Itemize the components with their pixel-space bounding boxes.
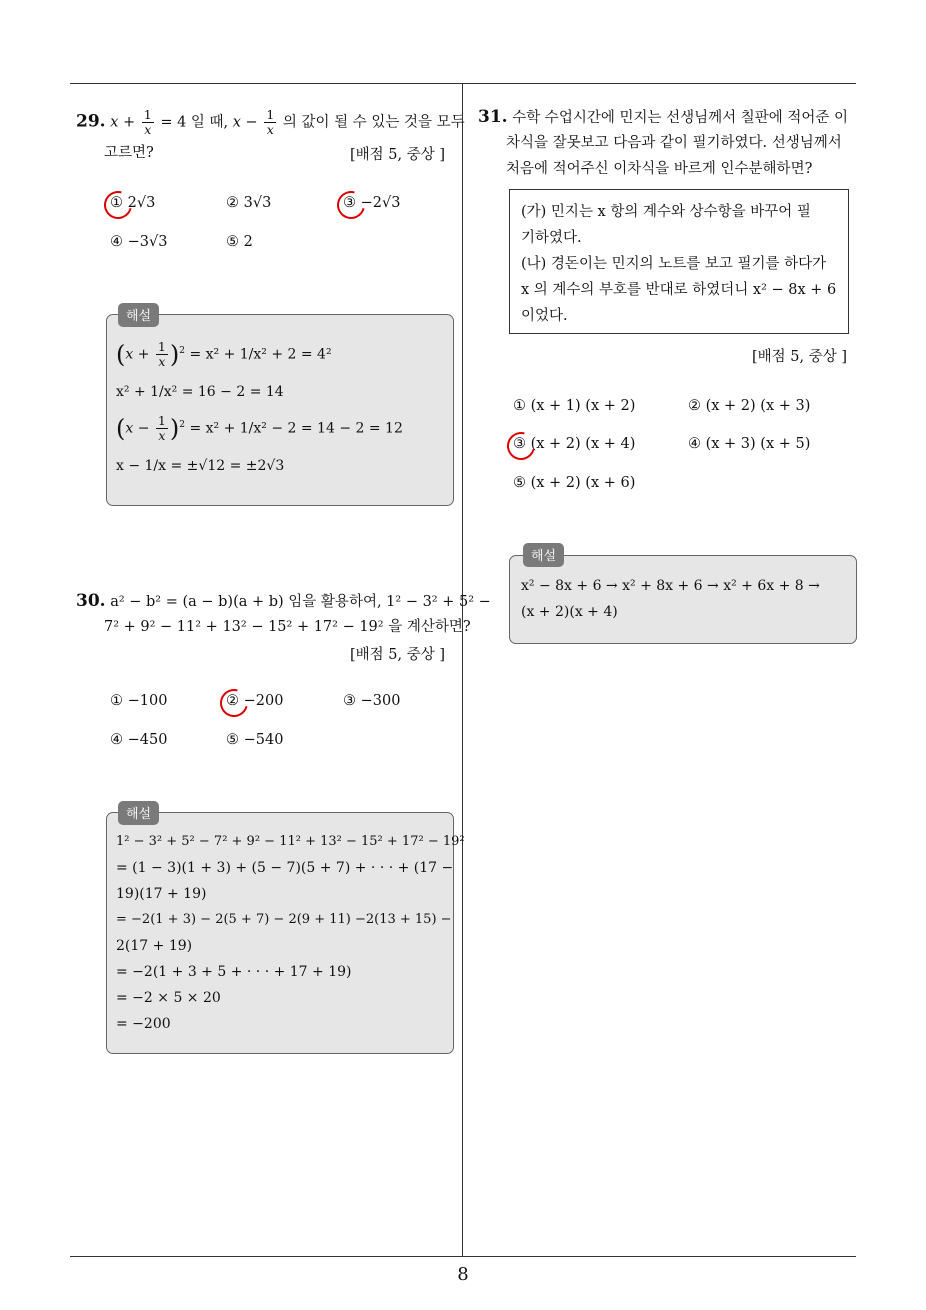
solution-line: (x − $\frac{1}{x}$ )$^2$ = x² + 1/x² − 2 = 14 − 2 = 12: [116, 413, 403, 443]
question-number: 31.: [478, 107, 508, 127]
choice-5[interactable]: ⑤ (x + 2) (x + 6): [513, 475, 636, 491]
solution-line: 2(17 + 19): [116, 938, 193, 954]
choice-1[interactable]: ① 2√3: [110, 195, 156, 211]
question-number: 30.: [76, 591, 106, 611]
top-rule: [70, 83, 856, 84]
points-label: [배점 5, 중상 ]: [350, 147, 446, 163]
selected-mark: [332, 186, 370, 224]
question-31: [478, 104, 848, 131]
solution-line: = −2(1 + 3 + 5 + · · · + 17 + 19): [116, 964, 352, 980]
points-label: [배점 5, 중상 ]: [752, 349, 848, 365]
choice-1[interactable]: ① (x + 1) (x + 2): [513, 398, 636, 414]
stem-line-1: 수학 수업시간에 민지는 선생님께서 칠판에 적어준 이: [512, 110, 848, 126]
box-line: (가) 민지는 x 항의 계수와 상수항을 바꾸어 필: [521, 204, 811, 220]
box-line: 기하였다.: [521, 230, 582, 246]
stem-line-2: 차식을 잘못보고 다음과 같이 필기하였다. 선생님께서: [506, 135, 842, 151]
stem-line-1: a² − b² = (a − b)(a + b) 임을 활용하여, 1² − 3² + 5² −: [110, 594, 491, 610]
fraction-1-over-x: $\frac{1}{x}$: [266, 107, 275, 137]
selected-mark: [502, 427, 540, 465]
choice-1[interactable]: ① −100: [110, 693, 168, 709]
solution-line: (x + 2)(x + 4): [521, 604, 618, 620]
solution-line: (x + $\frac{1}{x}$ )$^2$ = x² + 1/x² + 2 = 4²: [116, 339, 332, 369]
page-number: 8: [457, 1264, 469, 1285]
column-divider: [462, 84, 463, 1256]
choice-2[interactable]: ② (x + 2) (x + 3): [688, 398, 811, 414]
stem-line-3: 처음에 적어주신 이차식을 바르게 인수분해하면?: [506, 161, 813, 177]
points-label: [배점 5, 중상 ]: [350, 647, 446, 663]
solution-line: x − 1/x = ±√12 = ±2√3: [116, 458, 285, 474]
solution-label: 해설: [118, 801, 159, 825]
solution-line: 1² − 3² + 5² − 7² + 9² − 11² + 13² − 15² + 17² − 19²: [116, 834, 465, 849]
choice-2[interactable]: ② −200: [226, 693, 284, 709]
stem-line-2: 고르면?: [104, 145, 154, 161]
stem-tail: 의 값이 될 수 있는 것을 모두: [282, 114, 465, 131]
choice-4[interactable]: ④ (x + 3) (x + 5): [688, 436, 811, 452]
choice-5[interactable]: ⑤ 2: [226, 234, 253, 250]
math-x: x: [232, 114, 241, 131]
selected-mark: [99, 186, 137, 224]
question-30: [76, 588, 491, 615]
choice-4[interactable]: ④ −3√3: [110, 234, 168, 250]
box-line: 이었다.: [521, 308, 568, 324]
solution-line: 19)(17 + 19): [116, 886, 207, 902]
stem-line-2: 7² + 9² − 11² + 13² − 15² + 17² − 19² 을 계산하면?: [104, 619, 471, 635]
solution-line: = −2 × 5 × 20: [116, 990, 221, 1006]
box-line: x 의 계수의 부호를 반대로 하였더니 x² − 8x + 6: [521, 282, 837, 298]
box-line: (나) 경돈이는 민지의 노트를 보고 필기를 하다가: [521, 256, 827, 272]
question-29: 29. x + $\frac{1}{x}$ = 4 일 때, x − $\frac{1}{x}$ 의 값이 될 수 있는 것을 모두: [76, 107, 465, 137]
choice-2[interactable]: ② 3√3: [226, 195, 272, 211]
bottom-rule: [70, 1256, 856, 1257]
selected-mark: [215, 684, 253, 722]
math-x: x: [110, 114, 119, 131]
fraction-1-over-x: $\frac{1}{x}$: [143, 107, 152, 137]
stem-condition: = 4 일 때,: [160, 114, 229, 131]
solution-box: [509, 555, 857, 644]
solution-line: x² − 8x + 6 → x² + 8x + 6 → x² + 6x + 8 →: [521, 578, 820, 594]
solution-label: 해설: [118, 303, 159, 327]
solution-line: x² + 1/x² = 16 − 2 = 14: [116, 384, 284, 400]
solution-label: 해설: [523, 543, 564, 567]
choice-3[interactable]: ③ −2√3: [343, 195, 401, 211]
solution-line: = −2(1 + 3) − 2(5 + 7) − 2(9 + 11) −2(13 + 15) −: [116, 912, 452, 927]
choice-3[interactable]: ③ −300: [343, 693, 401, 709]
choice-3[interactable]: ③ (x + 2) (x + 4): [513, 436, 636, 452]
solution-line: = −200: [116, 1016, 171, 1032]
question-number: 29.: [76, 111, 106, 132]
solution-line: = (1 − 3)(1 + 3) + (5 − 7)(5 + 7) + · · · + (17 −: [116, 860, 454, 876]
choice-5[interactable]: ⑤ −540: [226, 732, 284, 748]
choice-4[interactable]: ④ −450: [110, 732, 168, 748]
